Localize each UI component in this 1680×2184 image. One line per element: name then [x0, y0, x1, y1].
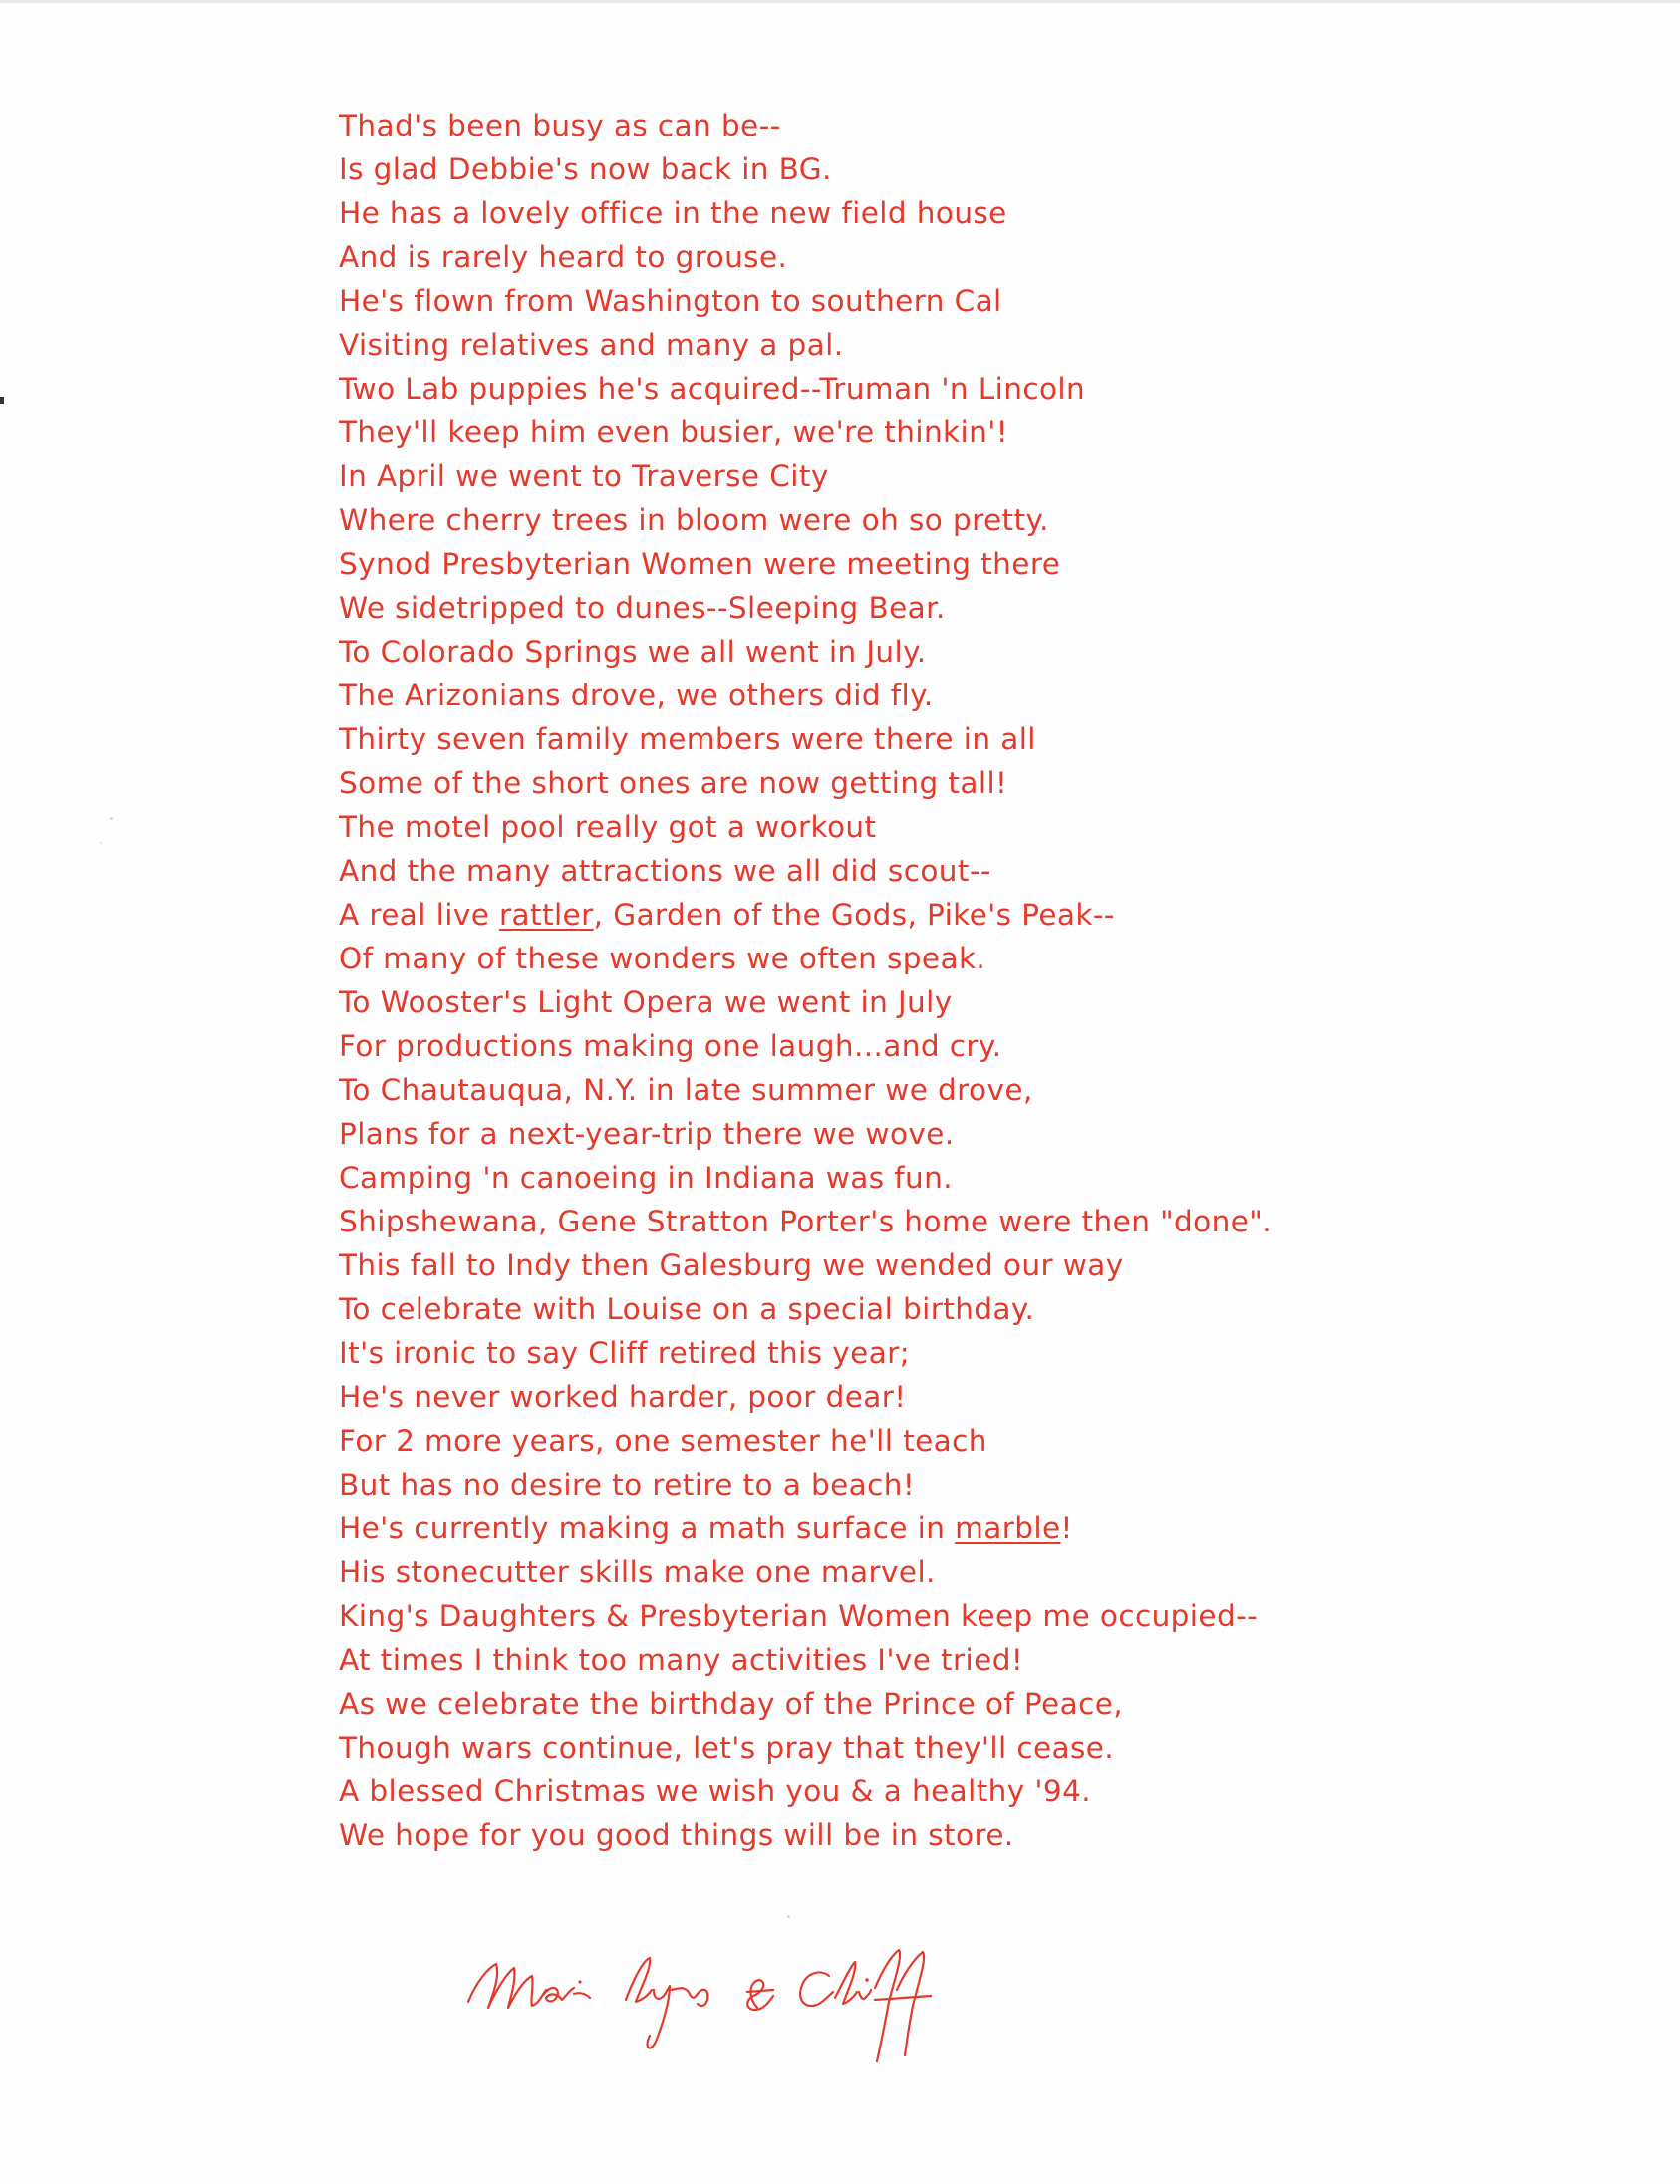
line-text: A blessed Christmas we wish you & a healthy '94. [339, 1774, 1092, 1808]
line-text: But has no desire to retire to a beach! [339, 1468, 916, 1502]
line-text: Some of the short ones are now getting tall! [339, 766, 1008, 800]
margin-mark [0, 397, 4, 404]
poem-line [339, 1287, 1335, 1331]
poem-line [339, 1419, 1335, 1463]
poem-line [339, 542, 1335, 586]
line-text: He's currently making a math surface in [339, 1511, 956, 1545]
poem-body [339, 104, 1335, 1857]
poem-line [339, 893, 1335, 937]
line-text: Though wars continue, let's pray that they'll cease. [339, 1731, 1115, 1765]
line-text: To Colorado Springs we all went in July. [339, 635, 927, 669]
poem-line [339, 104, 1335, 147]
poem-line [339, 1726, 1335, 1770]
line-text: And is rarely heard to grouse. [339, 240, 788, 274]
poem-line [339, 1550, 1335, 1594]
line-text: Visiting relatives and many a pal. [339, 328, 844, 362]
line-text: He's flown from Washington to southern Cal [339, 284, 1002, 318]
line-text: Two Lab puppies he's acquired--Truman 'n Lincoln [339, 372, 1086, 406]
poem-line [339, 761, 1335, 805]
poem-line [339, 498, 1335, 542]
poem-line [339, 1594, 1335, 1638]
line-text: It's ironic to say Cliff retired this year; [339, 1336, 911, 1370]
underlined-word: marble [955, 1511, 1061, 1545]
line-text: Plans for a next-year-trip there we wove. [339, 1117, 955, 1151]
line-text: His stonecutter skills make one marvel. [339, 1555, 936, 1589]
poem-line [339, 1375, 1335, 1419]
line-text: As we celebrate the birthday of the Prince of Peace, [339, 1687, 1124, 1721]
line-text: King's Daughters & Presbyterian Women keep me occupied-- [339, 1599, 1259, 1633]
handwritten-signature [458, 1938, 996, 2067]
poem-line [339, 279, 1335, 323]
poem-line [339, 849, 1335, 893]
line-text: The motel pool really got a workout [339, 810, 877, 844]
poem-line [339, 805, 1335, 849]
line-text: We sidetripped to dunes--Sleeping Bear. [339, 591, 946, 625]
line-text: In April we went to Traverse City [339, 459, 829, 493]
poem-line [339, 1024, 1335, 1068]
line-text: He's never worked harder, poor dear! [339, 1380, 907, 1414]
poem-line [339, 1200, 1335, 1243]
poem-line [339, 717, 1335, 761]
poem-line [339, 323, 1335, 367]
line-text: For productions making one laugh...and cry. [339, 1029, 1002, 1063]
poem-line [339, 235, 1335, 279]
poem-line [339, 1682, 1335, 1726]
poem-line [339, 1813, 1335, 1857]
poem-line [339, 1463, 1335, 1506]
poem-line [339, 674, 1335, 717]
signature-drawing [458, 1938, 996, 2067]
poem-line [339, 1068, 1335, 1112]
poem-line [339, 1243, 1335, 1287]
line-text: We hope for you good things will be in store. [339, 1818, 1014, 1852]
line-text: Is glad Debbie's now back in BG. [339, 152, 832, 186]
paper-speck [787, 1915, 790, 1918]
poem-line [339, 1156, 1335, 1200]
line-text: Thirty seven family members were there in all [339, 722, 1036, 756]
poem-line [339, 980, 1335, 1024]
line-text: Thad's been busy as can be-- [339, 109, 781, 142]
poem-line [339, 1638, 1335, 1682]
poem-line [339, 1506, 1335, 1550]
line-text: Shipshewana, Gene Stratton Porter's home were then "done". [339, 1205, 1273, 1238]
paper-speck [100, 842, 102, 844]
line-text: A real live [339, 898, 500, 932]
line-text: He has a lovely office in the new field house [339, 196, 1007, 230]
line-text: Synod Presbyterian Women were meeting there [339, 547, 1061, 581]
poem-line [339, 147, 1335, 191]
page-top-edge [0, 0, 1680, 3]
poem-line [339, 191, 1335, 235]
poem-line [339, 630, 1335, 674]
line-text: To celebrate with Louise on a special birthday. [339, 1292, 1035, 1326]
line-text: , Garden of the Gods, Pike's Peak-- [593, 898, 1115, 932]
line-text: At times I think too many activities I've tried! [339, 1643, 1024, 1677]
line-text: And the many attractions we all did scout-- [339, 854, 991, 888]
paper-speck [110, 817, 113, 820]
line-text: The Arizonians drove, we others did fly. [339, 679, 934, 712]
underlined-word: rattler [499, 898, 594, 932]
line-text: Camping 'n canoeing in Indiana was fun. [339, 1161, 954, 1195]
line-text: For 2 more years, one semester he'll teach [339, 1424, 987, 1458]
line-text: To Chautauqua, N.Y. in late summer we drove, [339, 1073, 1033, 1107]
poem-line [339, 410, 1335, 454]
line-text: To Wooster's Light Opera we went in July [339, 985, 953, 1019]
line-text: This fall to Indy then Galesburg we wended our way [339, 1248, 1124, 1282]
poem-line [339, 586, 1335, 630]
line-text: Where cherry trees in bloom were oh so pretty. [339, 503, 1049, 537]
line-text: ! [1060, 1511, 1073, 1545]
poem-line [339, 937, 1335, 980]
poem-line [339, 1770, 1335, 1813]
poem-line [339, 1331, 1335, 1375]
poem-line [339, 454, 1335, 498]
line-text: They'll keep him even busier, we're thinkin'! [339, 415, 1008, 449]
line-text: Of many of these wonders we often speak. [339, 942, 986, 975]
poem-line [339, 1112, 1335, 1156]
poem-line [339, 367, 1335, 410]
